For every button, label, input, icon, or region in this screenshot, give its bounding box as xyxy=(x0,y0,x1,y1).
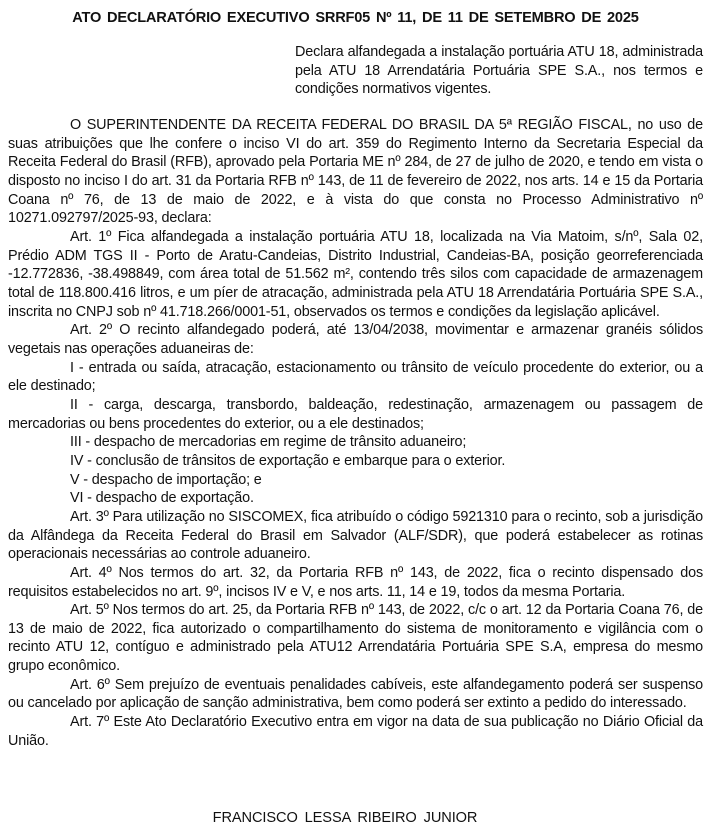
paragraph: Art. 5º Nos termos do art. 25, da Portaria RFB nº 143, de 2022, c/c o art. 12 da Portaria Coana 76, de 13 de maio de 2022, fica autorizado o compartilhamento do sistema de monitoramento e vigilância com o recinto ATU 12, contíguo e administrado pela ATU12 Arrendatária Portuária SPE S.A, empresa do mesmo grupo econômico. xyxy=(8,602,703,675)
paragraph: Art. 4º Nos termos do art. 32, da Portaria RFB nº 143, de 2022, fica o recinto dispensado dos requisitos estabelecidos no art. 9º, incisos IV e V, e nos arts. 11, 14 e 19, todos da mesma Portaria. xyxy=(8,564,703,600)
paragraph: O SUPERINTENDENTE DA RECEITA FEDERAL DO BRASIL DA 5ª REGIÃO FISCAL, no uso de suas atribuições que lhe confere o inciso VI do art. 359 do Regimento Interno da Secretaria Especial da Receita Federal do Brasil (RFB), aprovado pela Portaria ME nº 284, de 27 de julho de 2020, e tendo em vista o disposto no inciso I do art. 31 da Portaria RFB nº 143, de 11 de fevereiro de 2022, nos arts. 14 e 15 da Portaria Coana nº 76, de 13 de maio de 2022, e à vista do que consta no Processo Administrativo nº 10271.092797/2025-93, declara: xyxy=(8,117,703,227)
paragraph: II - carga, descarga, transbordo, baldeação, redestinação, armazenagem ou passagem de mercadorias ou bens procedentes do exterior, ou a ele destinados; xyxy=(8,396,703,432)
document-body xyxy=(8,116,703,750)
paragraph: Art. 2º O recinto alfandegado poderá, até 13/04/2038, movimentar e armazenar granéis sólidos vegetais nas operações aduaneiras de: xyxy=(8,322,703,357)
document-title: ATO DECLARATÓRIO EXECUTIVO SRRF05 Nº 11, DE 11 DE SETEMBRO DE 2025 xyxy=(72,10,639,26)
paragraph: V - despacho de importação; e xyxy=(70,471,262,488)
signature-name: FRANCISCO LESSA RIBEIRO JUNIOR xyxy=(212,810,478,826)
paragraph: Art. 3º Para utilização no SISCOMEX, fica atribuído o código 5921310 para o recinto, sob a jurisdição da Alfândega da Receita Federal do Brasil em Salvador (ALF/SDR), que poderá estabelecer as rotinas operacionais necessárias ao controle aduaneiro. xyxy=(8,508,703,563)
paragraph: IV - conclusão de trânsitos de exportação e embarque para o exterior. xyxy=(70,452,506,469)
paragraph: Art. 7º Este Ato Declaratório Executivo entra em vigor na data de sua publicação no Diário Oficial da União. xyxy=(8,714,703,749)
paragraph: Art. 1º Fica alfandegada a instalação portuária ATU 18, localizada na Via Matoim, s/nº, Sala 02, Prédio ADM TGS II - Porto de Aratu-Candeias, Distrito Industrial, Candeias-BA, posição georreferenciada -12.772836, -38.498849, com área total de 51.562 m², contendo três silos com capacidade de armazenagem total de 118.800.416 litros, e um píer de atracação, administrada pela ATU 18 Arrendatária Portuária SPE S.A., inscrita no CNPJ sob nº 41.718.266/0001-51, observados os termos e condições da legislação aplicável. xyxy=(8,229,703,320)
paragraph: Art. 6º Sem prejuízo de eventuais penalidades cabíveis, este alfandegamento poderá ser suspenso ou cancelado por aplicação de sanção administrativa, bem como poderá ser extinto a pedido do interessado. xyxy=(8,676,703,712)
paragraph: I - entrada ou saída, atracação, estacionamento ou trânsito de veículo procedente do exterior, ou a ele destinado; xyxy=(8,359,703,395)
paragraph: III - despacho de mercadorias em regime de trânsito aduaneiro; xyxy=(70,434,467,451)
ementa: Declara alfandegada a instalação portuária ATU 18, administrada pela ATU 18 Arrendatária Portuária SPE S.A., nos termos e condições normativos vigentes. xyxy=(295,44,703,98)
paragraph: VI - despacho de exportação. xyxy=(70,490,254,507)
